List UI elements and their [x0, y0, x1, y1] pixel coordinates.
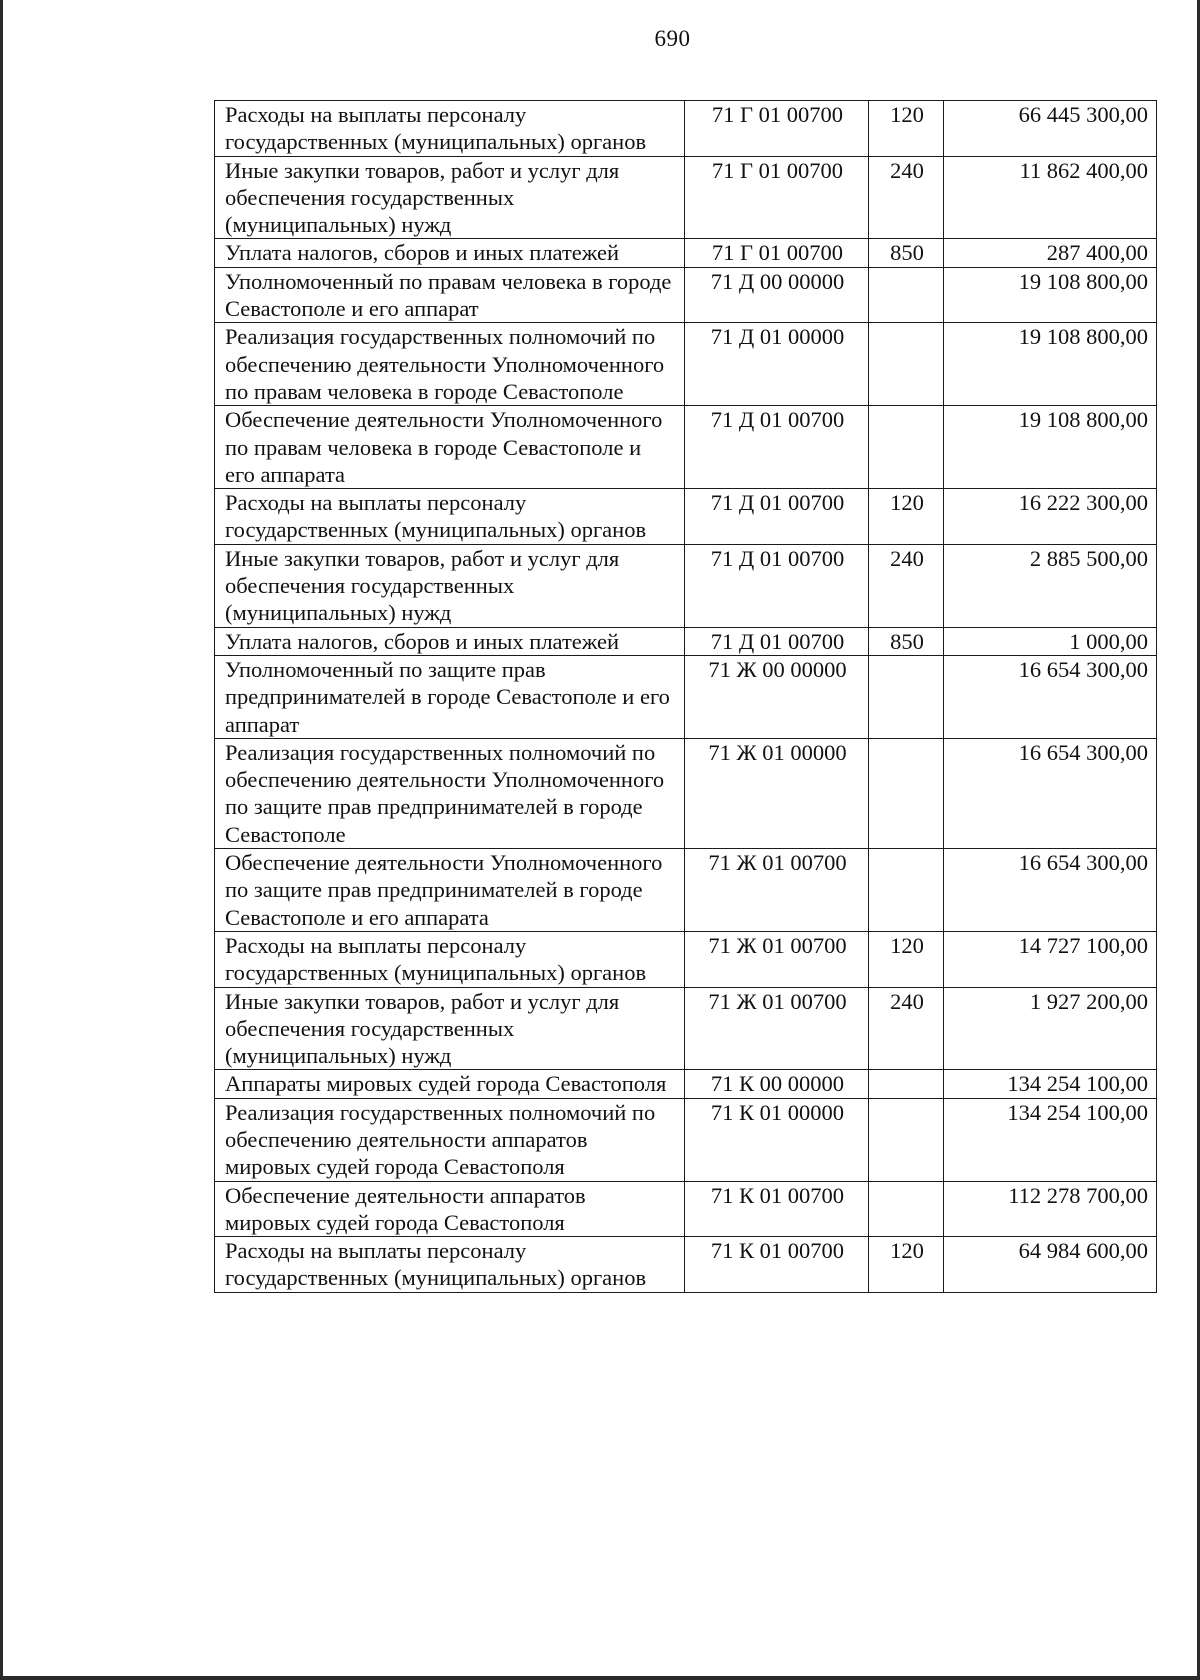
table-row — [215, 101, 1157, 157]
expense-type-cell — [869, 1098, 944, 1181]
expense-name-cell: Реализация государственных полномочий по обеспечению деятельности аппаратов мировых судей города Севастополя — [215, 1098, 685, 1181]
amount-cell: 16 654 300,00 — [944, 738, 1157, 848]
table-row — [215, 655, 1157, 738]
expense-type-cell — [869, 406, 944, 489]
page-number: 690 — [654, 26, 691, 51]
table-row — [215, 1070, 1157, 1098]
table-row — [215, 738, 1157, 848]
amount-cell: 112 278 700,00 — [944, 1181, 1157, 1237]
expense-name-cell: Иные закупки товаров, работ и услуг для обеспечения государственных (муниципальных) нужд — [215, 544, 685, 627]
amount-cell: 16 654 300,00 — [944, 849, 1157, 932]
target-article-code-cell: 71 Г 01 00700 — [685, 101, 869, 157]
expense-type-cell: 240 — [869, 987, 944, 1070]
budget-table-body — [215, 101, 1157, 1293]
target-article-code-cell: 71 Д 00 00000 — [685, 267, 869, 323]
target-article-code-cell: 71 Д 01 00700 — [685, 406, 869, 489]
table-row — [215, 239, 1157, 267]
table-row — [215, 1181, 1157, 1237]
amount-cell: 19 108 800,00 — [944, 406, 1157, 489]
amount-cell: 11 862 400,00 — [944, 156, 1157, 239]
expense-type-cell: 850 — [869, 239, 944, 267]
expense-type-cell: 120 — [869, 931, 944, 987]
expense-type-cell: 240 — [869, 544, 944, 627]
expense-type-cell — [869, 267, 944, 323]
expense-name-cell: Расходы на выплаты персоналу государственных (муниципальных) органов — [215, 931, 685, 987]
table-row — [215, 406, 1157, 489]
expense-type-cell: 120 — [869, 1237, 944, 1293]
target-article-code-cell: 71 Ж 01 00000 — [685, 738, 869, 848]
expense-name-cell: Расходы на выплаты персоналу государственных (муниципальных) органов — [215, 101, 685, 157]
target-article-code-cell: 71 Д 01 00700 — [685, 627, 869, 655]
expense-name-cell: Реализация государственных полномочий по обеспечению деятельности Уполномоченного по защите прав предпринимателей в городе Севастополе — [215, 738, 685, 848]
expense-name-cell: Обеспечение деятельности Уполномоченного по правам человека в городе Севастополе и его аппарата — [215, 406, 685, 489]
expense-name-cell: Обеспечение деятельности аппаратов мировых судей города Севастополя — [215, 1181, 685, 1237]
expense-name-cell: Уполномоченный по правам человека в городе Севастополе и его аппарат — [215, 267, 685, 323]
expense-name-cell: Уполномоченный по защите прав предпринимателей в городе Севастополе и его аппарат — [215, 655, 685, 738]
amount-cell: 14 727 100,00 — [944, 931, 1157, 987]
table-row — [215, 544, 1157, 627]
target-article-code-cell: 71 Ж 01 00700 — [685, 931, 869, 987]
target-article-code-cell: 71 Ж 01 00700 — [685, 849, 869, 932]
table-row — [215, 267, 1157, 323]
expense-type-cell: 850 — [869, 627, 944, 655]
target-article-code-cell: 71 К 01 00700 — [685, 1237, 869, 1293]
expense-name-cell: Иные закупки товаров, работ и услуг для обеспечения государственных (муниципальных) нужд — [215, 987, 685, 1070]
table-row — [215, 1098, 1157, 1181]
expense-type-cell: 240 — [869, 156, 944, 239]
amount-cell: 19 108 800,00 — [944, 267, 1157, 323]
target-article-code-cell: 71 Ж 00 00000 — [685, 655, 869, 738]
amount-cell: 134 254 100,00 — [944, 1098, 1157, 1181]
scan-border-left — [0, 0, 3, 1680]
expense-name-cell: Уплата налогов, сборов и иных платежей — [215, 239, 685, 267]
table-row — [215, 323, 1157, 406]
expense-name-cell: Обеспечение деятельности Уполномоченного по защите прав предпринимателей в городе Севастополе и его аппарата — [215, 849, 685, 932]
target-article-code-cell: 71 К 00 00000 — [685, 1070, 869, 1098]
expense-type-cell — [869, 738, 944, 848]
expense-name-cell: Уплата налогов, сборов и иных платежей — [215, 627, 685, 655]
expense-name-cell: Расходы на выплаты персоналу государственных (муниципальных) органов — [215, 1237, 685, 1293]
amount-cell: 16 222 300,00 — [944, 489, 1157, 545]
table-row — [215, 627, 1157, 655]
table-row — [215, 1237, 1157, 1293]
expense-type-cell — [869, 655, 944, 738]
amount-cell: 1 000,00 — [944, 627, 1157, 655]
expense-name-cell: Расходы на выплаты персоналу государственных (муниципальных) органов — [215, 489, 685, 545]
amount-cell: 66 445 300,00 — [944, 101, 1157, 157]
expense-name-cell: Реализация государственных полномочий по обеспечению деятельности Уполномоченного по правам человека в городе Севастополе — [215, 323, 685, 406]
table-row — [215, 987, 1157, 1070]
table-row — [215, 489, 1157, 545]
expense-type-cell: 120 — [869, 101, 944, 157]
amount-cell: 2 885 500,00 — [944, 544, 1157, 627]
target-article-code-cell: 71 К 01 00000 — [685, 1098, 869, 1181]
target-article-code-cell: 71 Ж 01 00700 — [685, 987, 869, 1070]
table-row — [215, 931, 1157, 987]
expense-type-cell — [869, 1070, 944, 1098]
expense-type-cell — [869, 323, 944, 406]
amount-cell: 16 654 300,00 — [944, 655, 1157, 738]
target-article-code-cell: 71 Г 01 00700 — [685, 156, 869, 239]
amount-cell: 64 984 600,00 — [944, 1237, 1157, 1293]
scan-border-bottom — [0, 1676, 1200, 1680]
target-article-code-cell: 71 Д 01 00700 — [685, 489, 869, 545]
target-article-code-cell: 71 Д 01 00700 — [685, 544, 869, 627]
expense-type-cell: 120 — [869, 489, 944, 545]
target-article-code-cell: 71 Г 01 00700 — [685, 239, 869, 267]
table-row — [215, 156, 1157, 239]
amount-cell: 1 927 200,00 — [944, 987, 1157, 1070]
expense-name-cell: Аппараты мировых судей города Севастополя — [215, 1070, 685, 1098]
target-article-code-cell: 71 К 01 00700 — [685, 1181, 869, 1237]
expense-type-cell — [869, 1181, 944, 1237]
target-article-code-cell: 71 Д 01 00000 — [685, 323, 869, 406]
budget-table — [214, 100, 1157, 1293]
table-row — [215, 849, 1157, 932]
expense-name-cell: Иные закупки товаров, работ и услуг для обеспечения государственных (муниципальных) нужд — [215, 156, 685, 239]
amount-cell: 19 108 800,00 — [944, 323, 1157, 406]
amount-cell: 287 400,00 — [944, 239, 1157, 267]
amount-cell: 134 254 100,00 — [944, 1070, 1157, 1098]
expense-type-cell — [869, 849, 944, 932]
